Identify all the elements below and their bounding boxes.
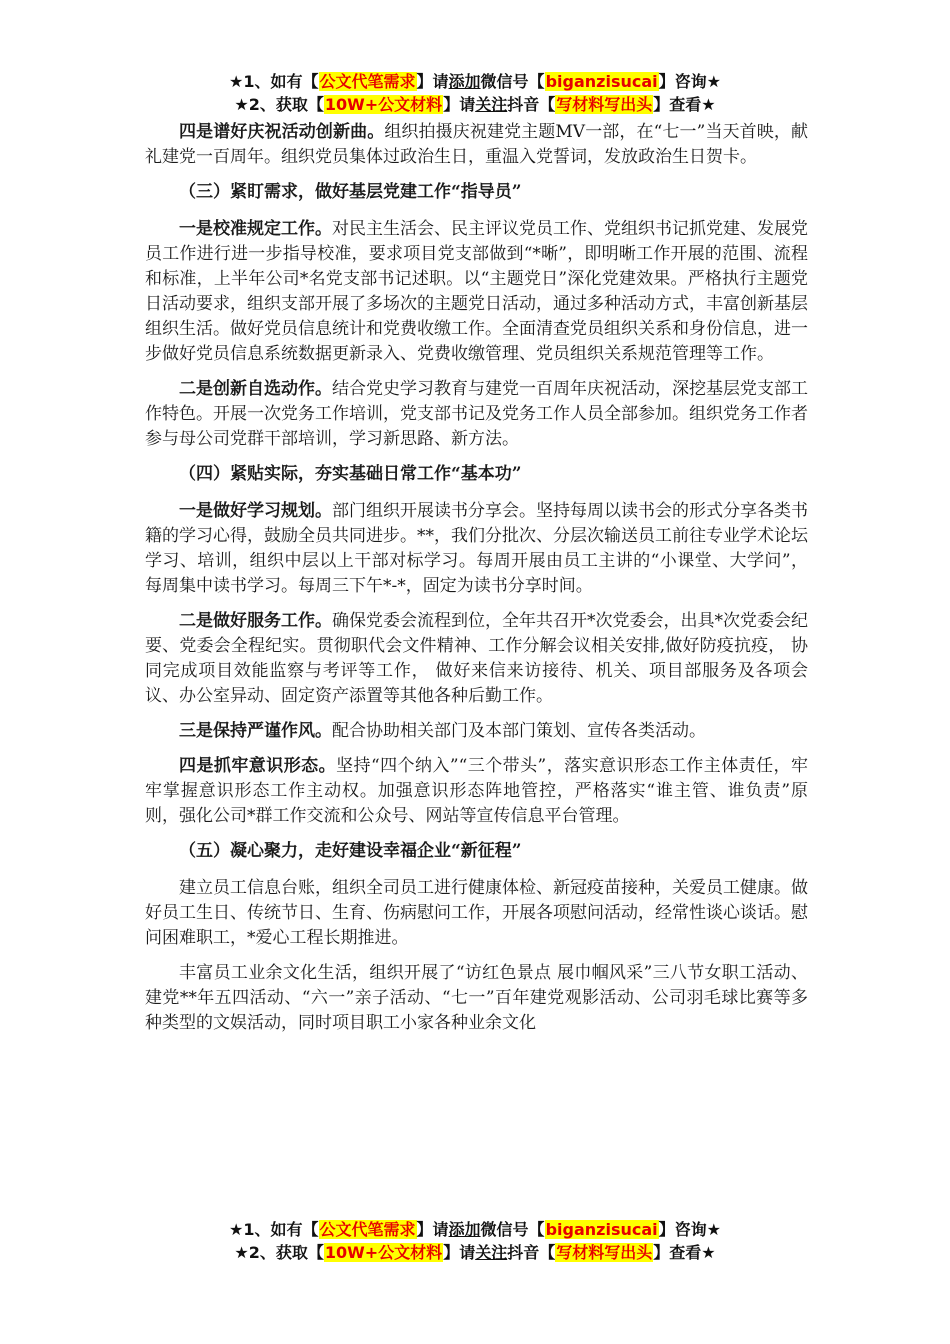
section-heading: （四）紧贴实际，夯实基础日常工作“基本功” <box>179 464 522 484</box>
paragraph-text: 坚持“四个纳入”“三个带头”，落实意识形态工作主体责任，牢牢掌握意识形态工作主动权。加强意识形态阵地管控，严格落实“谁主管、谁负责”原则，强化公司*群工作交流和公众号、网站等宣传信息平台管理。 <box>145 756 809 826</box>
paragraph-lead: 三是保持严谨作风。 <box>179 721 332 741</box>
banner-line-1 <box>0 1218 950 1241</box>
douyin-account: 写材料写出头 <box>556 95 653 114</box>
banner-text: 】请 <box>416 72 449 91</box>
paragraph: 丰富员工业余文化生活，组织开展了“访红色景点 展巾帼风采”三八节女职工活动、建党**年五四活动、“六一”亲子活动、“七一”百年建党观影活动、公司羽毛球比赛等多种类型的文娱活动，同时项目职工小家各种业余文化 <box>145 963 808 1033</box>
paragraph <box>145 719 808 744</box>
banner-text: 抖音【 <box>507 1243 556 1262</box>
paragraph <box>145 609 808 709</box>
paragraph-text: 对民主生活会、民主评议党员工作、党组织书记抓党建、发展党员工作进行进一步指导校准，要求项目党支部做到“*晰”，即明晰工作开展的范围、流程和标准，上半年公司*名党支部书记述职。以“主题党日”深化党建效果。严格执行主题党日活动要求，组织支部开展了多场次的主题党日活动，通过多种活动方式，丰富创新基层组织生活。做好党员信息统计和党费收缴工作。全面清查党员组织关系和身份信息，进一步做好党员信息系统数据更新录入、党费收缴管理、党员组织关系规范管理等工作。 <box>145 219 808 364</box>
underlined-text: 关注 <box>475 1243 508 1262</box>
paragraph: 建立员工信息台账，组织全司员工进行健康体检、新冠疫苗接种，关爱员工健康。做好员工生日、传统节日、生育、伤病慰问工作，开展各项慰问活动，经常性谈心谈话。慰问困难职工，*爱心工程长期推进。 <box>145 878 808 948</box>
banner-text: ★2、获取【 <box>234 95 324 114</box>
footer-banner <box>0 1218 950 1264</box>
banner-text: ★1、如有【 <box>229 1220 319 1239</box>
highlight-text: 10W+公文材料 <box>324 95 443 114</box>
document-body <box>145 120 808 1046</box>
underlined-text: 添加 <box>448 72 481 91</box>
paragraph-text: 组织拍摄庆祝建党主题MV一部，在“七一”当天首映，献礼建党一百周年。组织党员集体过政治生日，重温入党誓词，发放政治生日贺卡。 <box>145 122 808 167</box>
paragraph <box>145 754 808 829</box>
banner-text: 】请 <box>416 1220 449 1239</box>
highlight-text: 10W+公文材料 <box>324 1243 443 1262</box>
banner-text: ★1、如有【 <box>229 72 319 91</box>
paragraph <box>145 120 808 170</box>
paragraph-text: 配合协助相关部门及本部门策划、宣传各类活动。 <box>332 721 706 741</box>
section-heading: （五）凝心聚力，走好建设幸福企业“新征程” <box>179 841 522 861</box>
section-heading: （三）紧盯需求，做好基层党建工作“指导员” <box>179 182 522 202</box>
paragraph-lead: 二是做好服务工作。 <box>179 611 332 631</box>
douyin-account: 写材料写出头 <box>556 1243 653 1262</box>
paragraph <box>145 217 808 367</box>
banner-text: 微信号【 <box>480 72 545 91</box>
banner-text: 】请 <box>443 1243 476 1262</box>
paragraph <box>145 499 808 599</box>
banner-line-1 <box>0 70 950 93</box>
underlined-text: 添加 <box>448 1220 481 1239</box>
underlined-text: 关注 <box>475 95 508 114</box>
banner-text: 】查看★ <box>653 1243 716 1262</box>
paragraph-lead: 二是创新自选动作。 <box>179 379 332 399</box>
paragraph-lead: 一是校准规定工作。 <box>179 219 332 239</box>
banner-line-2 <box>0 1241 950 1264</box>
banner-text: 】请 <box>443 95 476 114</box>
banner-text: ★2、获取【 <box>234 1243 324 1262</box>
banner-text: 抖音【 <box>507 95 556 114</box>
paragraph-text: 结合党史学习教育与建党一百周年庆祝活动，深挖基层党支部工作特色。开展一次党务工作培训，党支部书记及党务工作人员全部参加。组织党务工作者参与母公司党群干部培训，学习新思路、新方法。 <box>145 379 808 449</box>
paragraph-text: 部门组织开展读书分享会。坚持每周以读书会的形式分享各类书籍的学习心得，鼓励全员共同进步。**，我们分批次、分层次输送员工前往专业学术论坛学习、培训，组织中层以上干部对标学习。每周开展由员工主讲的“小课堂、大学问”，每周集中读书学习。每周三下午*-*，固定为读书分享时间。 <box>145 501 808 596</box>
banner-text: 】咨询★ <box>658 72 721 91</box>
wechat-id: biganzisucai <box>545 72 658 91</box>
paragraph-lead: 四是谱好庆祝活动创新曲。 <box>179 122 385 142</box>
paragraph-lead: 一是做好学习规划。 <box>179 501 332 521</box>
paragraph-text: 确保党委会流程到位，全年共召开*次党委会，出具*次党委会纪要、党委会全程纪实。贯彻职代会文件精神、工作分解会议相关安排,做好防疫抗疫， 协同完成项目效能监察与考评等工作， 做好来信来访接待、机关、项目部服务及各项会议、办公室异动、固定资产添置等其他各种后勤工作。 <box>145 611 808 706</box>
banner-text: 】咨询★ <box>658 1220 721 1239</box>
banner-text: 微信号【 <box>480 1220 545 1239</box>
highlight-text: 公文代笔需求 <box>319 1220 416 1239</box>
header-banner <box>0 70 950 116</box>
banner-text: 】查看★ <box>653 95 716 114</box>
paragraph <box>145 377 808 452</box>
paragraph-lead: 四是抓牢意识形态。 <box>179 756 337 776</box>
banner-line-2 <box>0 93 950 116</box>
highlight-text: 公文代笔需求 <box>319 72 416 91</box>
wechat-id: biganzisucai <box>545 1220 658 1239</box>
